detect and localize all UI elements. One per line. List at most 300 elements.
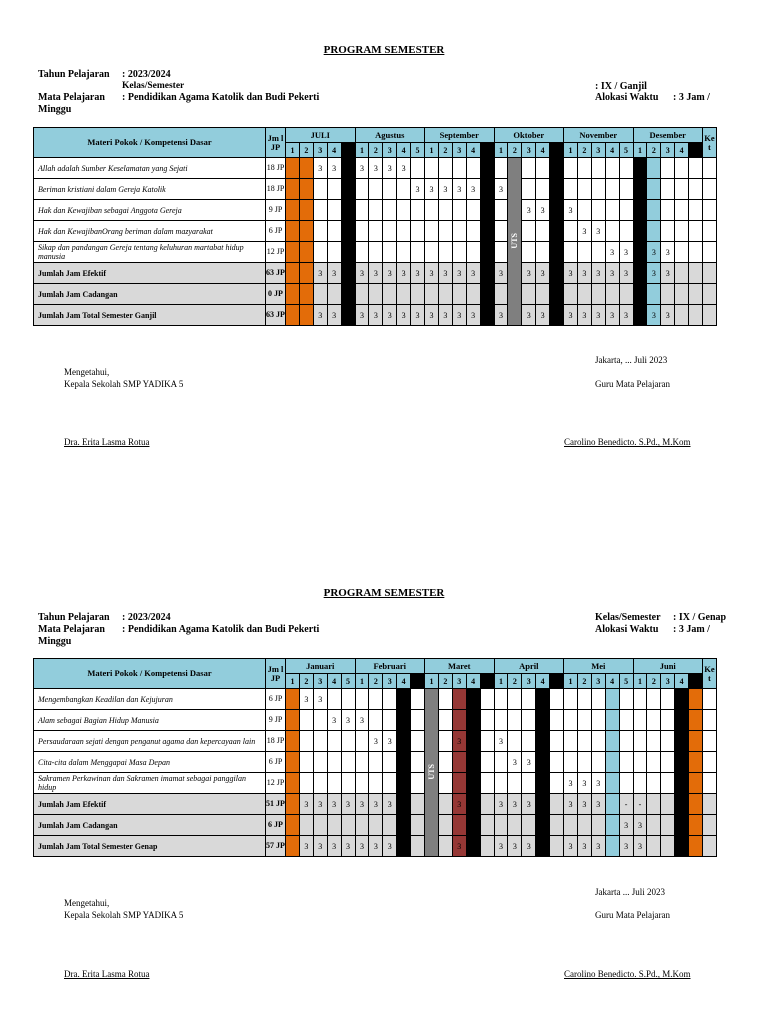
week-cell: 3 [494, 263, 508, 284]
week-cell [452, 710, 466, 731]
week-cell [452, 242, 466, 263]
week-cell [522, 773, 536, 794]
week-cell [522, 221, 536, 242]
ket-cell [702, 179, 716, 200]
week-cell [411, 242, 425, 263]
week-number: 4 [397, 143, 411, 158]
week-cell: 3 [619, 242, 633, 263]
ket-cell [703, 794, 717, 815]
week-cell [466, 158, 480, 179]
summary-row [34, 794, 768, 815]
genap-mapel [38, 624, 319, 635]
week-cell [633, 305, 647, 326]
week-cell [286, 221, 300, 242]
genap-kepala: Kepala Sekolah SMP YADIKA 5 [64, 910, 184, 920]
week-cell [286, 731, 300, 752]
week-cell [633, 731, 647, 752]
week-cell [494, 200, 508, 221]
week-cell [480, 815, 494, 836]
mapel-value: : Pendidikan Agama Katolik dan Budi Pekerti [122, 624, 320, 635]
week-cell [577, 200, 591, 221]
week-cell [591, 689, 605, 710]
week-cell: 3 [577, 221, 591, 242]
week-cell [299, 710, 313, 731]
week-cell [480, 200, 494, 221]
jp-cell: 51 JP [266, 794, 286, 815]
week-cell: 3 [313, 158, 327, 179]
jp-cell: 12 JP [266, 242, 286, 263]
week-cell: 3 [438, 179, 452, 200]
week-cell: 3 [425, 179, 439, 200]
week-cell [647, 200, 661, 221]
week-cell [299, 200, 313, 221]
week-number: 1 [425, 143, 439, 158]
week-cell [689, 305, 703, 326]
materi-cell: Hak dan KewajibanOrang beriman dalam mazyarakat [34, 221, 266, 242]
week-number [341, 143, 355, 158]
week-cell [425, 221, 439, 242]
week-cell: 3 [647, 242, 661, 263]
week-cell: 3 [313, 689, 327, 710]
week-cell [661, 815, 675, 836]
week-number [550, 143, 564, 158]
week-cell [438, 221, 452, 242]
week-cell [313, 200, 327, 221]
week-cell [633, 221, 647, 242]
week-cell: 3 [619, 815, 633, 836]
week-cell [480, 710, 494, 731]
jp-cell: 18 JP [266, 179, 286, 200]
week-cell [647, 752, 661, 773]
week-cell [369, 815, 383, 836]
week-cell [647, 179, 661, 200]
week-cell: 3 [605, 242, 619, 263]
week-cell [299, 773, 313, 794]
week-cell [299, 179, 313, 200]
materi-row [34, 158, 768, 179]
week-cell [480, 773, 494, 794]
week-cell [689, 752, 703, 773]
week-cell: 3 [452, 794, 466, 815]
week-cell: 3 [369, 158, 383, 179]
week-cell [675, 158, 689, 179]
week-cell: 3 [536, 794, 550, 815]
materi-cell: Jumlah Jam Cadangan [34, 815, 266, 836]
week-cell [675, 263, 689, 284]
week-cell [647, 689, 661, 710]
tahun-label: Tahun Pelajaran [38, 69, 110, 80]
month-header: September [425, 128, 494, 143]
alokasi-value: : 3 Jam / [673, 92, 710, 103]
week-cell [633, 242, 647, 263]
week-cell: 3 [661, 242, 675, 263]
week-cell: 3 [299, 794, 313, 815]
genap-tahun [38, 612, 171, 623]
week-cell [689, 731, 703, 752]
week-cell [369, 179, 383, 200]
week-cell [327, 773, 341, 794]
week-cell [619, 710, 633, 731]
ket-cell [702, 284, 716, 305]
week-cell [689, 689, 703, 710]
jp-cell: 6 JP [266, 752, 286, 773]
week-cell: 3 [536, 836, 550, 857]
week-number: 3 [661, 143, 675, 158]
ket-cell [703, 710, 717, 731]
week-cell [591, 815, 605, 836]
week-cell [480, 689, 494, 710]
week-cell [299, 815, 313, 836]
materi-cell: Sikap dan pandangan Gereja tentang keluhuran martabat hidup manusia [34, 242, 266, 263]
jp-cell: 63 JP [266, 263, 286, 284]
summary-row [34, 836, 768, 857]
materi-header: Materi Pokok / Kompetensi Dasar [34, 659, 266, 689]
week-cell [508, 731, 522, 752]
week-cell [411, 794, 425, 815]
week-cell [299, 731, 313, 752]
week-cell [619, 773, 633, 794]
week-number: 4 [466, 674, 480, 689]
week-cell [633, 158, 647, 179]
week-cell: 3 [383, 836, 397, 857]
week-cell [480, 263, 494, 284]
week-cell [341, 689, 355, 710]
week-cell [675, 305, 689, 326]
week-cell [647, 815, 661, 836]
week-cell [480, 284, 494, 305]
ganjil-kelas-label: Kelas/Semester [122, 81, 185, 91]
week-cell [355, 731, 369, 752]
week-number: 2 [647, 143, 661, 158]
week-cell [619, 752, 633, 773]
week-cell: 3 [619, 305, 633, 326]
week-number: 3 [522, 674, 536, 689]
week-cell [397, 689, 411, 710]
week-cell [438, 284, 452, 305]
month-header: Agustus [355, 128, 425, 143]
week-cell [452, 815, 466, 836]
week-cell [438, 158, 452, 179]
week-cell [577, 689, 591, 710]
week-cell [355, 179, 369, 200]
week-cell [466, 773, 480, 794]
ganjil-schedule-table [33, 127, 768, 326]
week-cell [480, 158, 494, 179]
week-cell [299, 158, 313, 179]
week-cell [383, 221, 397, 242]
week-cell: 3 [536, 263, 550, 284]
week-cell [438, 815, 452, 836]
ganjil-guru: Guru Mata Pelajaran [595, 379, 670, 389]
week-cell [591, 710, 605, 731]
ganjil-kepala: Kepala Sekolah SMP YADIKA 5 [64, 379, 184, 389]
week-cell [633, 689, 647, 710]
week-cell [411, 689, 425, 710]
week-cell [369, 200, 383, 221]
alokasi-label: Alokasi Waktu [595, 624, 659, 635]
jml-jp-header: Jm l JP [266, 128, 286, 158]
week-number: 2 [438, 143, 452, 158]
week-cell [633, 200, 647, 221]
week-cell [675, 710, 689, 731]
week-cell: 3 [647, 305, 661, 326]
week-cell [591, 200, 605, 221]
week-cell [661, 836, 675, 857]
week-cell [689, 242, 703, 263]
week-cell [550, 836, 564, 857]
week-cell [369, 689, 383, 710]
week-cell [661, 773, 675, 794]
week-cell: 3 [397, 305, 411, 326]
week-cell: 3 [327, 263, 341, 284]
week-cell [661, 710, 675, 731]
week-cell [313, 242, 327, 263]
week-cell: 3 [591, 221, 605, 242]
week-cell [522, 689, 536, 710]
week-number: 2 [577, 143, 591, 158]
week-cell [341, 179, 355, 200]
materi-cell: Beriman kristiani dalam Gereja Katolik [34, 179, 266, 200]
week-cell [355, 773, 369, 794]
ket-cell [702, 221, 716, 242]
week-cell: 3 [355, 794, 369, 815]
week-cell: 3 [522, 263, 536, 284]
week-cell: 3 [591, 263, 605, 284]
genap-place-date: Jakarta ... Juli 2023 [595, 887, 665, 897]
week-number [480, 143, 494, 158]
week-cell [550, 815, 564, 836]
week-number: 5 [411, 143, 425, 158]
week-cell [619, 200, 633, 221]
week-cell [564, 179, 578, 200]
week-cell: 3 [605, 305, 619, 326]
week-cell: 3 [591, 794, 605, 815]
week-cell [577, 710, 591, 731]
week-cell [466, 752, 480, 773]
week-cell [341, 752, 355, 773]
kelas-label: Kelas/Semester [595, 612, 661, 623]
genap-schedule-table [33, 658, 768, 857]
week-number [689, 674, 703, 689]
week-cell [647, 710, 661, 731]
week-cell [689, 263, 703, 284]
week-cell [452, 773, 466, 794]
week-number: 2 [369, 143, 383, 158]
week-number: 3 [591, 143, 605, 158]
materi-row [34, 710, 768, 731]
week-cell [369, 710, 383, 731]
week-cell [675, 794, 689, 815]
week-number: 4 [327, 674, 341, 689]
week-cell [605, 179, 619, 200]
week-cell [466, 731, 480, 752]
week-cell [369, 242, 383, 263]
uts-column [508, 158, 522, 326]
week-cell: 3 [522, 836, 536, 857]
week-cell [397, 815, 411, 836]
week-cell [633, 179, 647, 200]
week-cell [383, 200, 397, 221]
week-cell: 3 [508, 752, 522, 773]
week-cell [313, 710, 327, 731]
week-cell [327, 689, 341, 710]
week-cell [550, 794, 564, 815]
week-cell [647, 773, 661, 794]
materi-cell: Jumlah Jam Total Semester Ganjil [34, 305, 266, 326]
jp-cell: 18 JP [266, 158, 286, 179]
week-cell [313, 731, 327, 752]
tahun-value: : 2023/2024 [122, 69, 171, 80]
week-cell [564, 731, 578, 752]
week-cell: 3 [564, 263, 578, 284]
week-cell [564, 689, 578, 710]
week-number: 1 [286, 674, 300, 689]
week-number: 4 [536, 143, 550, 158]
week-cell: 3 [355, 158, 369, 179]
week-cell: 3 [411, 263, 425, 284]
week-cell [675, 752, 689, 773]
week-cell: 3 [591, 773, 605, 794]
week-cell [355, 284, 369, 305]
week-cell [522, 731, 536, 752]
month-header: November [564, 128, 633, 143]
week-cell: 3 [383, 731, 397, 752]
week-number [550, 674, 564, 689]
week-number: 3 [452, 143, 466, 158]
week-cell: 3 [397, 263, 411, 284]
materi-cell: Alam sebagai Bagian Hidup Manusia [34, 710, 266, 731]
week-cell: 3 [438, 305, 452, 326]
week-cell [661, 200, 675, 221]
week-cell [438, 794, 452, 815]
week-cell: 3 [327, 836, 341, 857]
jp-cell: 0 JP [266, 284, 286, 305]
week-cell [397, 710, 411, 731]
week-cell: 3 [327, 305, 341, 326]
alokasi-value: : 3 Jam / [673, 624, 710, 635]
week-cell: 3 [452, 263, 466, 284]
week-cell [536, 731, 550, 752]
week-cell [452, 689, 466, 710]
week-cell: 3 [536, 773, 550, 794]
week-cell [522, 242, 536, 263]
week-cell [286, 836, 300, 857]
week-cell [286, 773, 300, 794]
week-cell [397, 179, 411, 200]
week-cell: 3 [327, 794, 341, 815]
week-cell [299, 221, 313, 242]
week-cell [480, 179, 494, 200]
genap-kelas [595, 612, 726, 623]
week-cell [286, 263, 300, 284]
week-cell [355, 221, 369, 242]
week-cell: 3 [494, 794, 508, 815]
week-cell [508, 710, 522, 731]
week-cell [689, 815, 703, 836]
week-number: 3 [591, 674, 605, 689]
materi-cell: Sakramen Perkawinan dan Sakramen imamat sebagai panggilan hidup [34, 773, 266, 794]
week-cell: 3 [397, 731, 411, 752]
week-cell [550, 158, 564, 179]
month-header: Mei [564, 659, 633, 674]
week-cell [633, 710, 647, 731]
week-cell: 3 [397, 836, 411, 857]
week-cell [605, 773, 619, 794]
week-cell: 3 [397, 794, 411, 815]
week-number: 4 [397, 674, 411, 689]
week-cell [661, 179, 675, 200]
week-number: 2 [299, 143, 313, 158]
week-number [480, 674, 494, 689]
week-cell: 3 [577, 773, 591, 794]
week-cell: 3 [466, 263, 480, 284]
week-cell [605, 815, 619, 836]
week-cell [452, 158, 466, 179]
week-cell [522, 179, 536, 200]
week-cell [661, 689, 675, 710]
week-cell: 3 [522, 752, 536, 773]
week-cell: 3 [522, 305, 536, 326]
week-cell [675, 284, 689, 305]
jp-cell: 63 JP [266, 305, 286, 326]
week-cell [438, 836, 452, 857]
materi-cell: Jumlah Jam Total Semester Genap [34, 836, 266, 857]
week-cell [591, 752, 605, 773]
week-cell [605, 836, 619, 857]
week-cell [605, 689, 619, 710]
week-cell [675, 815, 689, 836]
week-cell: 3 [633, 836, 647, 857]
week-cell [438, 242, 452, 263]
week-cell [299, 284, 313, 305]
week-cell [675, 200, 689, 221]
week-cell [327, 731, 341, 752]
materi-cell: Jumlah Jam Efektif [34, 794, 266, 815]
week-cell [480, 242, 494, 263]
week-cell [675, 773, 689, 794]
week-cell [689, 773, 703, 794]
materi-row [34, 242, 768, 263]
week-cell [327, 200, 341, 221]
week-cell [438, 773, 452, 794]
week-cell [299, 263, 313, 284]
month-header: Maret [425, 659, 495, 674]
month-header: Januari [286, 659, 356, 674]
week-cell [466, 836, 480, 857]
week-cell [299, 242, 313, 263]
week-cell [577, 815, 591, 836]
week-cell [466, 815, 480, 836]
header-month-row [34, 128, 768, 143]
week-number: 4 [536, 674, 550, 689]
week-cell [675, 836, 689, 857]
week-cell [536, 221, 550, 242]
week-cell [397, 752, 411, 773]
materi-row [34, 179, 768, 200]
week-cell [369, 752, 383, 773]
ganjil-alokasi [595, 92, 710, 103]
week-cell: 3 [577, 263, 591, 284]
week-cell [550, 221, 564, 242]
jp-cell: 6 JP [266, 221, 286, 242]
week-cell [522, 710, 536, 731]
week-cell: 3 [397, 158, 411, 179]
week-cell [286, 305, 300, 326]
week-cell: 3 [383, 158, 397, 179]
week-cell [564, 710, 578, 731]
ganjil-place-date: Jakarta, ... Juli 2023 [595, 355, 668, 365]
ket-cell [702, 305, 716, 326]
